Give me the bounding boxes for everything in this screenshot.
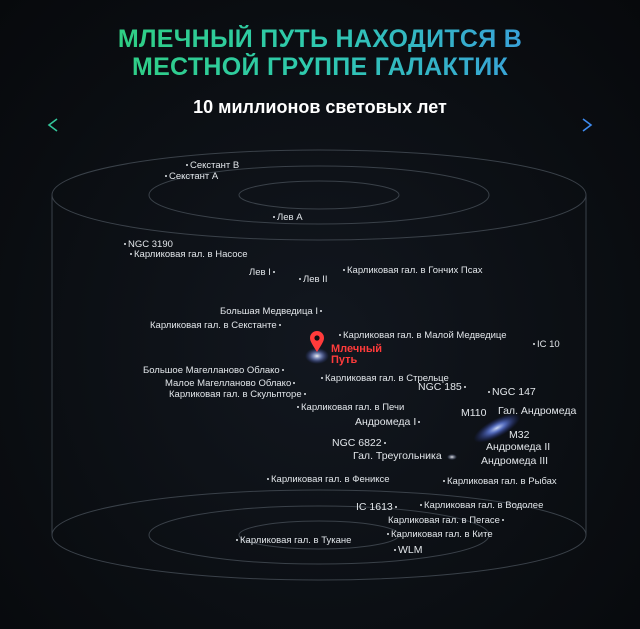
galaxy-label: Карликовая гал. в Рыбах [441, 476, 557, 487]
title-line-1: МЛЕЧНЫЙ ПУТЬ НАХОДИТСЯ В [0, 25, 640, 53]
galaxy-label: Карликовая гал. в Пегасе [388, 515, 506, 526]
top-ellipses [52, 150, 586, 240]
galaxy-label: Секстант А [163, 171, 218, 182]
galaxy-label: Большая Медведица I [220, 306, 324, 317]
galaxy-label: Лев II [297, 274, 327, 285]
galaxy-label: Малое Магелланово Облако [165, 378, 297, 389]
galaxy-label: Андромеда III [481, 455, 549, 467]
galaxy-label: Андромеда I [355, 417, 422, 428]
galaxy-label: NGC 185 [418, 382, 468, 393]
galaxy-label: Карликовая гал. в Малой Медведице [337, 330, 507, 341]
galaxy-label: Карликовая гал. в Насосе [128, 249, 248, 260]
galaxy-label: IC 10 [531, 339, 560, 350]
milky-way-label-line-1: Млечный [331, 343, 383, 355]
galaxy-label: NGC 3190 [122, 239, 173, 250]
galaxy-label: Лев А [271, 212, 303, 223]
galaxy-label: Карликовая гал. в Водолее [418, 500, 543, 511]
galaxy-label: NGC 6822 [332, 438, 388, 449]
galaxy-label: Гал. Андромеда [498, 405, 577, 417]
title-line-2: МЕСТНОЙ ГРУППЕ ГАЛАКТИК [0, 53, 640, 81]
galaxy-label: Секстант B [184, 160, 239, 171]
galaxy-label: Карликовая гал. в Скульпторе [169, 389, 308, 400]
milky-way-label-line-2: Путь [331, 354, 358, 366]
galaxy-label: Большое Магелланово Облако [143, 365, 286, 376]
scale-label: 10 миллионов световых лет [193, 97, 447, 117]
galaxy-label: WLM [392, 545, 423, 556]
galaxy-label: IC 1613 [356, 502, 399, 513]
galaxy-label: Карликовая гал. в Гончих Псах [341, 265, 483, 276]
galaxy-label: NGC 147 [486, 387, 536, 398]
galaxy-label: Андромеда II [486, 441, 551, 453]
galaxy-label: Карликовая гал. в Тукане [234, 535, 351, 546]
galaxy-label: Гал. Треугольника [353, 450, 442, 462]
galaxy-label: Карликовая гал. в Ките [385, 529, 493, 540]
milky-way-label [331, 344, 382, 366]
galaxy-label: M32 [509, 429, 530, 441]
galaxy-label: Карликовая гал. в Секстанте [150, 320, 283, 331]
galaxy-label: M110 [461, 407, 487, 419]
galaxy-label: Карликовая гал. в Стрельце [319, 373, 449, 384]
triangulum-glow [447, 454, 457, 460]
galaxy-label: Лев I [249, 267, 277, 278]
scale-arrow [49, 119, 591, 131]
galaxy-label: Карликовая гал. в Фениксе [265, 474, 390, 485]
galaxy-label: Карликовая гал. в Печи [295, 402, 404, 413]
